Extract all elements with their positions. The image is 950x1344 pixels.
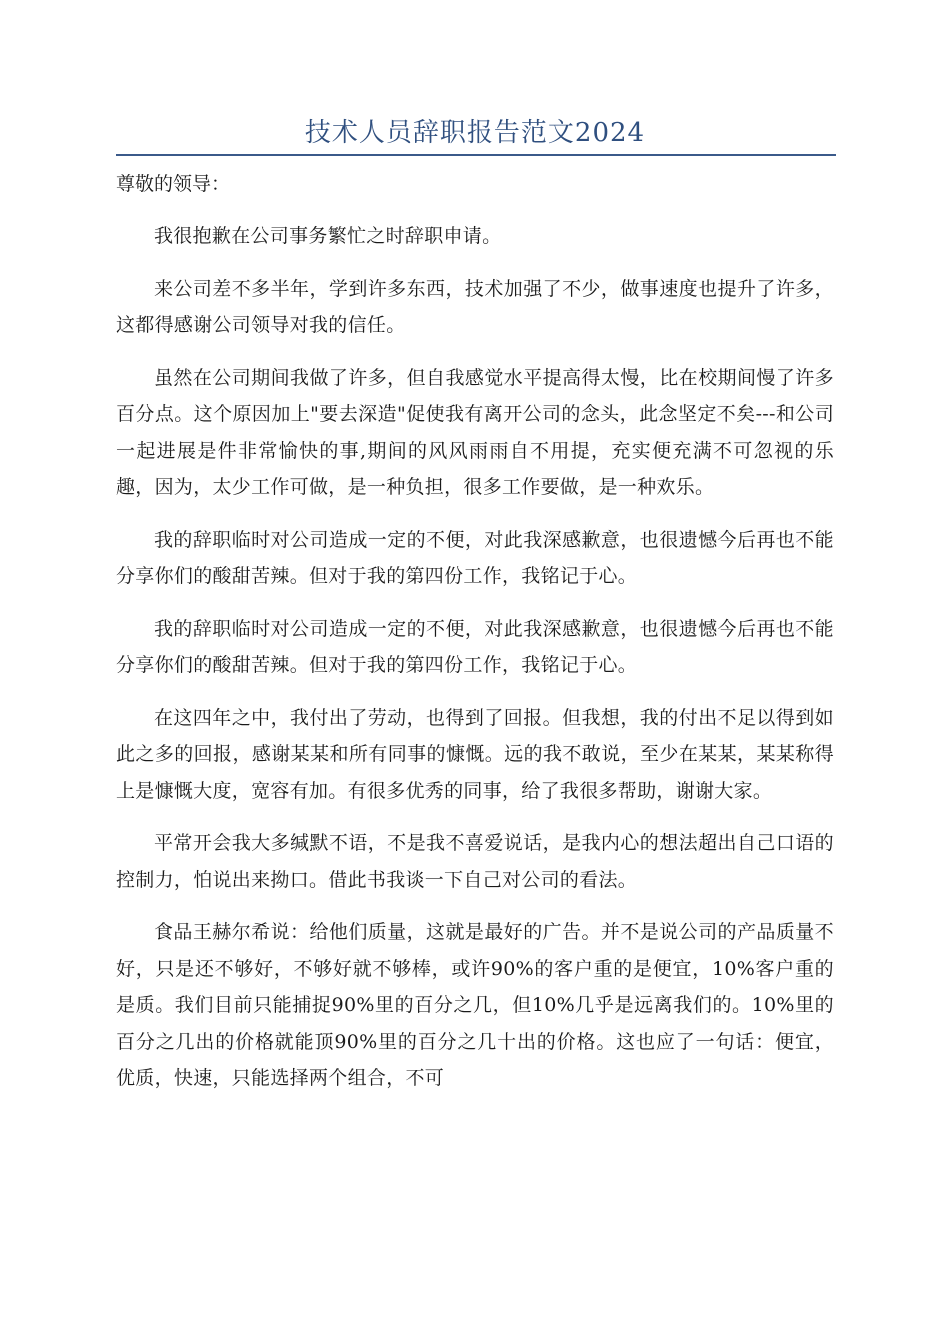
paragraph-6: 在这四年之中，我付出了劳动，也得到了回报。但我想，我的付出不足以得到如此之多的回报，感谢某某和所有同事的慷慨。远的我不敢说，至少在某某，某某称得上是慷慨大度，宽容有加。有很多优秀的同事，给了我很多帮助，谢谢大家。: [116, 706, 834, 802]
paragraph-3: 虽然在公司期间我做了许多，但自我感觉水平提高得太慢，比在校期间慢了许多百分点。这个原因加上"要去深造"促使我有离开公司的念头，此念坚定不矣---和公司一起进展是件非常愉快的事,期间的风风雨雨自不用提，充实便充满不可忽视的乐趣，因为，太少工作可做，是一种负担，很多工作要做，是一种欢乐。: [116, 366, 834, 498]
paragraph-8: 食品王赫尔希说：给他们质量，这就是最好的广告。并不是说公司的产品质量不好，只是还不够好，不够好就不够棒，或许90%的客户重的是便宜，10%客户重的是质。我们目前只能捕捉90%里的百分之几，但10%几乎是远离我们的。10%里的百分之几出的价格就能顶90%里的百分之几十出的价格。这也应了一句话：便宜，优质，快速，只能选择两个组合，不可: [116, 921, 834, 1089]
paragraph-1: 我很抱歉在公司事务繁忙之时辞职申请。: [154, 225, 502, 247]
document-title: 技术人员辞职报告范文2024: [304, 118, 646, 148]
paragraph-5: 我的辞职临时对公司造成一定的不便，对此我深感歉意，也很遗憾今后再也不能分享你们的酸甜苦辣。但对于我的第四份工作，我铭记于心。: [116, 617, 834, 676]
paragraph-7: 平常开会我大多缄默不语，不是我不喜爱说话，是我内心的想法超出自己口语的控制力，怕说出来拗口。借此书我谈一下自己对公司的看法。: [116, 832, 834, 891]
salutation: 尊敬的领导：: [116, 173, 231, 195]
title-underline: [116, 154, 836, 156]
paragraph-2: 来公司差不多半年，学到许多东西，技术加强了不少，做事速度也提升了许多，这都得感谢公司领导对我的信任。: [116, 277, 834, 336]
document-page: [116, 0, 834, 1097]
paragraph-4: 我的辞职临时对公司造成一定的不便，对此我深感歉意，也很遗憾今后再也不能分享你们的酸甜苦辣。但对于我的第四份工作，我铭记于心。: [116, 528, 834, 587]
